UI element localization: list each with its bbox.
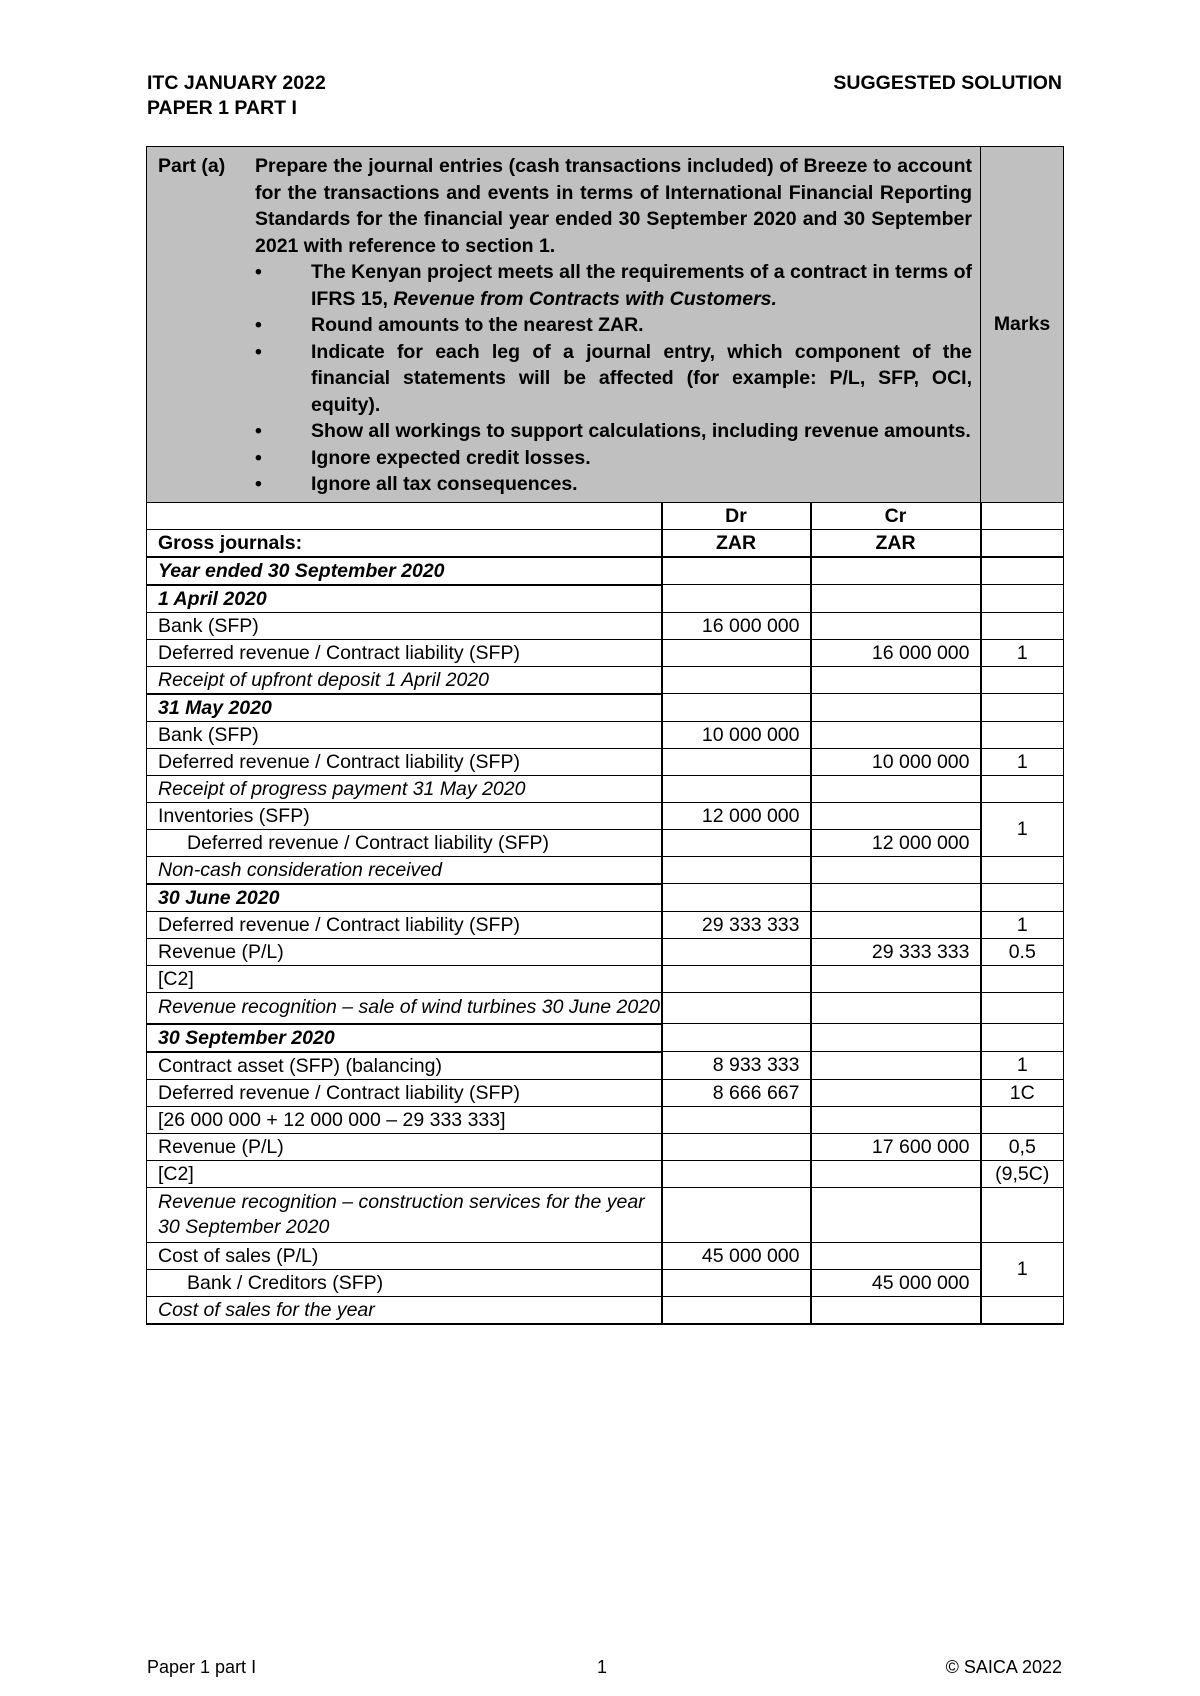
bullet-item: • Round amounts to the nearest ZAR.	[255, 314, 644, 336]
table-row	[147, 1296, 1064, 1324]
bullet-item: • Ignore expected credit losses.	[255, 446, 591, 469]
table-row	[147, 666, 1064, 694]
table-row	[147, 775, 1064, 802]
debit-amount: 45 000 000	[662, 1242, 811, 1269]
table-row	[147, 639, 1064, 666]
reference-note: [C2]	[147, 965, 662, 992]
table-row	[147, 748, 1064, 775]
account-name: Revenue (P/L)	[147, 1133, 662, 1160]
table-row	[147, 829, 1064, 856]
table-row	[147, 802, 1064, 829]
question-text-cell	[147, 147, 981, 503]
account-name: Deferred revenue / Contract liability (SFP)	[147, 639, 662, 666]
table-row	[147, 1242, 1064, 1269]
account-name: Bank (SFP)	[147, 612, 662, 639]
table-row	[147, 1106, 1064, 1133]
table-row	[147, 1269, 1064, 1296]
table-row	[147, 938, 1064, 965]
instruction-bullets	[158, 259, 972, 498]
cr-header: Cr	[811, 502, 981, 529]
table-row	[147, 1133, 1064, 1160]
credit-amount: 45 000 000	[811, 1269, 981, 1296]
narration: Cost of sales for the year	[147, 1296, 662, 1324]
date-heading: 1 April 2020	[147, 585, 662, 613]
table-row	[147, 585, 1064, 613]
table-row	[147, 856, 1064, 884]
table-row	[147, 1024, 1064, 1052]
table-row	[147, 884, 1064, 912]
header-solution-label: SUGGESTED SOLUTION	[833, 72, 1062, 94]
debit-amount: 29 333 333	[662, 911, 811, 938]
table-row	[147, 1079, 1064, 1106]
table-row	[147, 1187, 1064, 1242]
account-name: Bank / Creditors (SFP)	[147, 1269, 662, 1296]
page-number: 1	[597, 1657, 608, 1677]
reference-note: [C2]	[147, 1160, 662, 1187]
account-name: Deferred revenue / Contract liability (SFP)	[147, 911, 662, 938]
account-name: Cost of sales (P/L)	[147, 1242, 662, 1269]
debit-amount: 12 000 000	[662, 802, 811, 829]
account-name: Deferred revenue / Contract liability (SFP)	[147, 829, 662, 856]
account-name: Inventories (SFP)	[147, 802, 662, 829]
debit-amount: 8 933 333	[662, 1052, 811, 1080]
marks-header: Marks	[981, 147, 1064, 503]
gross-journals-label: Gross journals:	[147, 529, 662, 557]
account-name: Bank (SFP)	[147, 721, 662, 748]
mark-value: 1	[981, 748, 1064, 775]
narration: Non-cash consideration received	[147, 856, 662, 884]
bullet-item: • Show all workings to support calculations, including revenue amounts.	[255, 420, 971, 442]
debit-amount: 10 000 000	[662, 721, 811, 748]
table-row	[147, 694, 1064, 722]
part-label: Part (a)	[158, 155, 226, 177]
bullet-item: • Indicate for each leg of a journal entry, which component of the financial statements will be affected (for example: P/L, SFP, OCI, equity).	[255, 340, 972, 416]
mark-value: 1	[981, 802, 1064, 856]
column-header-row	[147, 502, 1064, 529]
table-row	[147, 1052, 1064, 1080]
mark-value: 0,5	[981, 1133, 1064, 1160]
date-heading: 30 June 2020	[147, 884, 662, 912]
account-name: Revenue (P/L)	[147, 938, 662, 965]
debit-amount: 16 000 000	[662, 612, 811, 639]
cr-currency: ZAR	[811, 529, 981, 557]
account-name: Deferred revenue / Contract liability (SFP)	[147, 748, 662, 775]
mark-value: 1	[981, 1052, 1064, 1080]
column-header-row	[147, 529, 1064, 557]
credit-amount: 10 000 000	[811, 748, 981, 775]
question-row	[147, 147, 1064, 503]
account-name: Deferred revenue / Contract liability (SFP)	[147, 1079, 662, 1106]
table-row	[147, 612, 1064, 639]
credit-amount: 16 000 000	[811, 639, 981, 666]
table-row	[147, 557, 1064, 585]
table-row	[147, 1160, 1064, 1187]
date-heading: 31 May 2020	[147, 694, 662, 722]
narration: Revenue recognition – construction services for the year 30 September 2020	[147, 1187, 662, 1242]
header-exam-title: ITC JANUARY 2022	[147, 72, 326, 94]
footer-copyright: © SAICA 2022	[945, 1657, 1062, 1677]
question-instruction: Prepare the journal entries (cash transactions included) of Breeze to account for the transactions and events in terms of International Financial Reporting Standards for the financial year ended 30 September 2020 and 30 September 2021 with reference to section 1.	[255, 155, 972, 257]
table-row	[147, 911, 1064, 938]
credit-amount: 29 333 333	[811, 938, 981, 965]
credit-amount: 12 000 000	[811, 829, 981, 856]
bullet-item: • Ignore all tax consequences.	[255, 473, 578, 495]
mark-value: 1	[981, 639, 1064, 666]
mark-value: 1	[981, 1242, 1064, 1296]
page-header	[147, 71, 1062, 121]
dr-header: Dr	[662, 502, 811, 529]
bullet-item: • The Kenyan project meets all the requirements of a contract in terms of IFRS 15, Revenue from Contracts with Customers.	[255, 261, 973, 310]
mark-value: 0.5	[981, 938, 1064, 965]
mark-subtotal: (9,5C)	[981, 1160, 1064, 1187]
table-row	[147, 992, 1064, 1024]
debit-amount: 8 666 667	[662, 1079, 811, 1106]
date-heading: 30 September 2020	[147, 1024, 662, 1052]
page-footer	[147, 1657, 1062, 1678]
dr-currency: ZAR	[662, 529, 811, 557]
header-paper-title: PAPER 1 PART I	[147, 97, 297, 119]
mark-value: 1	[981, 911, 1064, 938]
section-heading: Year ended 30 September 2020	[147, 557, 662, 585]
narration: Revenue recognition – sale of wind turbines 30 June 2020	[147, 992, 662, 1024]
mark-value: 1C	[981, 1079, 1064, 1106]
calculation-note: [26 000 000 + 12 000 000 – 29 333 333]	[147, 1106, 662, 1133]
narration: Receipt of upfront deposit 1 April 2020	[147, 666, 662, 694]
narration: Receipt of progress payment 31 May 2020	[147, 775, 662, 802]
journal-table	[146, 146, 1064, 1325]
table-row	[147, 965, 1064, 992]
footer-paper-label: Paper 1 part I	[147, 1657, 257, 1677]
table-row	[147, 721, 1064, 748]
account-name: Contract asset (SFP) (balancing)	[147, 1052, 662, 1080]
credit-amount: 17 600 000	[811, 1133, 981, 1160]
